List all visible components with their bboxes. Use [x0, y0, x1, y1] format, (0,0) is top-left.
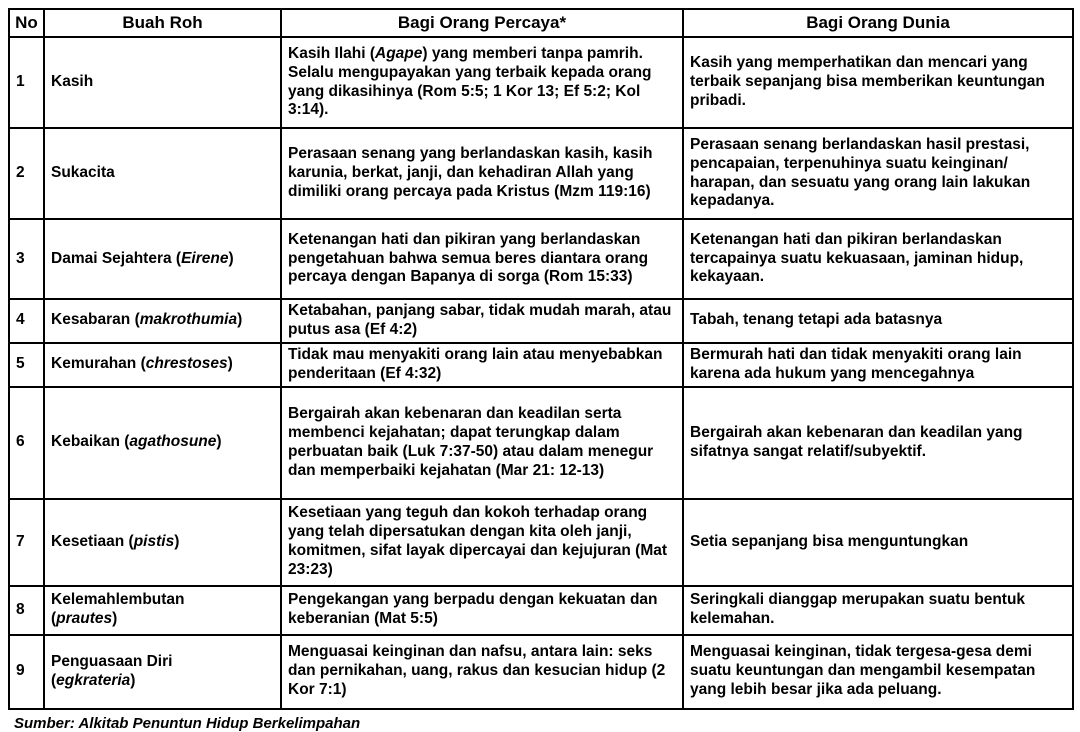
cell-text: ): [228, 249, 234, 267]
cell-text: Pengekangan yang berpadu dengan kekuatan dan keberanian (Mat 5:5): [288, 591, 658, 628]
row-number-cell: 2: [9, 128, 44, 219]
fruit-name-cell: [44, 387, 281, 499]
table-row: [9, 586, 1073, 635]
world-description-cell: [683, 586, 1073, 635]
believer-description-cell: [281, 37, 683, 128]
fruit-name-cell: [44, 343, 281, 387]
believer-description-cell: [281, 299, 683, 343]
world-description-cell: [683, 128, 1073, 219]
row-number-cell: 3: [9, 219, 44, 299]
row-number-cell: 5: [9, 343, 44, 387]
greek-term-text: chrestoses: [145, 355, 228, 373]
fruit-name-cell: [44, 37, 281, 128]
fruit-name-cell: [44, 128, 281, 219]
greek-term-text: prautes: [56, 610, 113, 628]
world-description-cell: [683, 499, 1073, 586]
believer-description-cell: [281, 387, 683, 499]
table-body: [9, 37, 1073, 709]
table-row: [9, 387, 1073, 499]
source-note: Sumber: Alkitab Penuntun Hidup Berkelimpahan: [14, 714, 361, 732]
world-description-cell: [683, 299, 1073, 343]
cell-text: ): [216, 433, 222, 451]
world-description-cell: [683, 635, 1073, 709]
world-description-cell: [683, 343, 1073, 387]
believer-description-cell: [281, 586, 683, 635]
cell-text: ): [130, 671, 136, 689]
cell-text: Kasih: [51, 73, 94, 91]
cell-text: (: [51, 610, 57, 628]
greek-term-text: pistis: [133, 532, 175, 550]
row-number-cell: 7: [9, 499, 44, 586]
greek-term-text: Agape: [375, 44, 423, 62]
world-description-cell: [683, 219, 1073, 299]
table-row: [9, 635, 1073, 709]
cell-text: Kesabaran (: [51, 311, 140, 329]
believer-description-cell: [281, 219, 683, 299]
cell-text: Bergairah akan kebenaran dan keadilan yang sifatnya sangat relatif/subyektif.: [690, 423, 1023, 460]
believer-description-cell: [281, 128, 683, 219]
cell-text: Kasih yang memperhatikan dan mencari yang terbaik sepanjang bisa memberikan keuntungan pribadi.: [690, 54, 1045, 109]
cell-text: Kesetiaan (: [51, 532, 134, 550]
cell-text: Perasaan senang yang berlandaskan kasih, kasih karunia, berkat, janji, dan kehadiran Allah yang dimiliki orang percaya pada Kristus (Mzm 119:16): [288, 145, 653, 200]
header-bagi-orang-percaya: Bagi Orang Percaya*: [281, 9, 683, 37]
cell-text: ) yang memberi tanpa pamrih. Selalu mengupayakan yang terbaik kepada orang yang dikasihinya (Rom 5:5; 1 Kor 13; Ef 5:2; Kol 3:14).: [288, 44, 652, 119]
cell-text: Setia sepanjang bisa menguntungkan: [690, 532, 969, 550]
believer-description-cell: [281, 499, 683, 586]
cell-text: Kebaikan (: [51, 433, 130, 451]
table-header-row: [9, 9, 1073, 37]
fruit-name-cell: [44, 499, 281, 586]
row-number-cell: 6: [9, 387, 44, 499]
fruit-name-cell: [44, 219, 281, 299]
row-number-cell: 1: [9, 37, 44, 128]
fruit-name-cell: [44, 635, 281, 709]
cell-text: ): [227, 355, 233, 373]
header-bagi-orang-dunia: Bagi Orang Dunia: [683, 9, 1073, 37]
cell-text: Seringkali dianggap merupakan suatu bentuk kelemahan.: [690, 591, 1026, 628]
cell-text: Tidak mau menyakiti orang lain atau menyebabkan penderitaan (Ef 4:32): [288, 345, 663, 382]
cell-text: Kelemahlembutan: [51, 591, 185, 609]
cell-text: ): [112, 610, 118, 628]
fruit-name-cell: [44, 299, 281, 343]
fruit-of-spirit-table: [8, 8, 1074, 710]
table-row: [9, 219, 1073, 299]
greek-term-text: egkrateria: [56, 671, 131, 689]
fruit-name-cell: [44, 586, 281, 635]
greek-term-text: makrothumia: [139, 311, 238, 329]
cell-text: Ketabahan, panjang sabar, tidak mudah marah, atau putus asa (Ef 4:2): [288, 302, 672, 338]
greek-term-text: agathosune: [129, 433, 217, 451]
cell-text: Tabah, tenang tetapi ada batasnya: [690, 311, 943, 329]
cell-text: ): [174, 532, 180, 550]
cell-text: Penguasaan Diri: [51, 652, 173, 670]
header-no: No: [9, 9, 44, 37]
world-description-cell: [683, 387, 1073, 499]
cell-text: Ketenangan hati dan pikiran berlandaskan tercapainya suatu kekuasaan, jaminan hidup, kekayaan.: [690, 230, 1024, 286]
table-row: [9, 37, 1073, 128]
believer-description-cell: [281, 635, 683, 709]
believer-description-cell: [281, 343, 683, 387]
world-description-cell: [683, 37, 1073, 128]
cell-text: Kasih Ilahi (: [288, 44, 375, 62]
cell-text: Kemurahan (: [51, 355, 146, 373]
cell-text: Ketenangan hati dan pikiran yang berlandaskan pengetahuan bahwa semua beres diantara orang percaya dengan Bapanya di sorga (Rom 15:33): [288, 230, 649, 286]
cell-text: ): [237, 311, 243, 329]
cell-text: Menguasai keinginan dan nafsu, antara lain: seks dan pernikahan, uang, rakus dan kesucian hidup (2 Kor 7:1): [288, 643, 666, 699]
cell-text: Kesetiaan yang teguh dan kokoh terhadap orang yang telah dipersatukan dengan kita oleh janji, komitmen, sifat layak dipercayai dan kejujuran (Mat 23:23): [288, 504, 668, 579]
table-row: [9, 128, 1073, 219]
table-row: [9, 299, 1073, 343]
cell-text: Sukacita: [51, 164, 115, 182]
table-row: [9, 499, 1073, 586]
cell-text: (: [51, 671, 57, 689]
cell-text: Bergairah akan kebenaran dan keadilan serta membenci kejahatan; dapat terungkap dalam perbuatan baik (Luk 7:37-50) atau dalam menegur dan memperbaiki kejahatan (Mar 21: 12-13): [288, 404, 654, 479]
cell-text: Perasaan senang berlandaskan hasil prestasi, pencapaian, terpenuhinya suatu keinginan/ harapan, dan sesuatu yang orang lain lakukan kepadanya.: [690, 135, 1031, 210]
cell-text: Menguasai keinginan, tidak tergesa-gesa demi suatu keuntungan dan mengambil kesempatan yang lebih besar jika ada peluang.: [690, 643, 1036, 699]
row-number-cell: 9: [9, 635, 44, 709]
cell-text: Bermurah hati dan tidak menyakiti orang lain karena ada hukum yang mencegahnya: [690, 345, 1022, 382]
cell-text: Damai Sejahtera (: [51, 249, 182, 267]
row-number-cell: 4: [9, 299, 44, 343]
greek-term-text: Eirene: [181, 249, 229, 267]
table-row: [9, 343, 1073, 387]
header-buah-roh: Buah Roh: [44, 9, 281, 37]
row-number-cell: 8: [9, 586, 44, 635]
